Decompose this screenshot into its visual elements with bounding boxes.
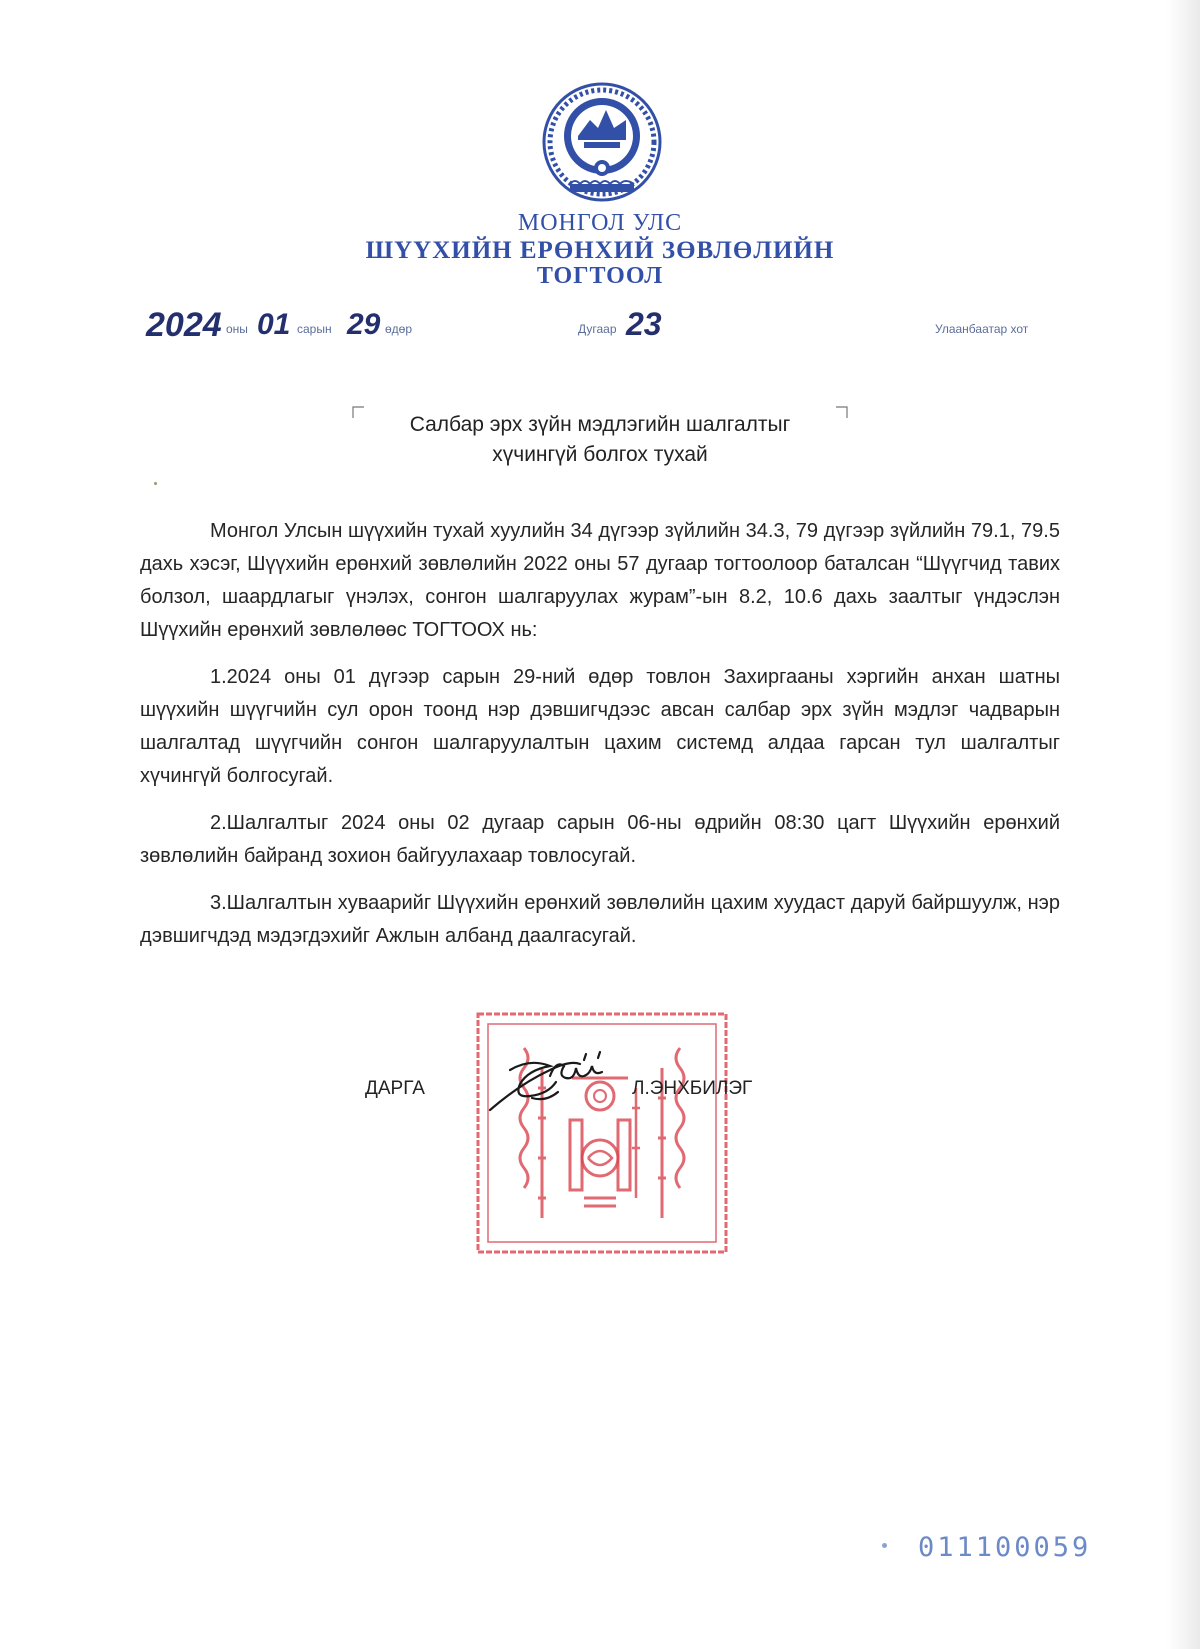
header-institution: ШҮҮХИЙН ЕРӨНХИЙ ЗӨВЛӨЛИЙН bbox=[365, 237, 835, 264]
state-emblem-icon bbox=[540, 80, 664, 204]
item-2-paragraph: 2.Шалгалтыг 2024 оны 02 дугаар сарын 06-ны өдрийн 08:30 цагт Шүүхийн ерөнхий зөвлөлийн байранд зохион байгуулахаар товлосугай. bbox=[140, 812, 1060, 867]
resolution-body bbox=[140, 515, 1060, 967]
serial-dot bbox=[882, 1543, 887, 1548]
city-label: Улаанбаатар хот bbox=[935, 322, 1029, 336]
month-label: сарын bbox=[297, 322, 332, 336]
date-year: 2024 bbox=[146, 306, 222, 344]
date-number-row bbox=[0, 306, 1200, 360]
date-day: 29 bbox=[347, 308, 381, 341]
title-corner-right-icon bbox=[836, 406, 848, 418]
item-1-paragraph: 1.2024 оны 01 дүгээр сарын 29-ний өдөр товлон Захиргааны хэргийн анхан шатны шүүхийн шүүгчийн сул орон тоонд нэр дэвшигчдээс авсан салбар эрх зүйн мэдлэг чадварын шалгалтад шүүгчийн сонгон шалгаруулалтын цахим системд алдаа гарсан тул шалгалтыг хүчингүй болгосугай. bbox=[140, 666, 1060, 787]
serial-number: 011100059 bbox=[918, 1532, 1092, 1563]
document-number: 23 bbox=[626, 306, 662, 342]
signatory-name: Л.ЭНХБИЛЭГ bbox=[632, 1078, 753, 1099]
signatory-position: ДАРГА bbox=[365, 1078, 425, 1099]
paper-speck bbox=[154, 482, 157, 485]
title-line-2: хүчингүй болгох тухай bbox=[492, 443, 708, 466]
item-3-paragraph: 3.Шалгалтын хуваарийг Шүүхийн ерөнхий зөвлөлийн цахим хуудаст даруй байршуулж, нэр дэвшигчдэд мэдэгдэхийг Ажлын албанд даалгасугай. bbox=[140, 892, 1060, 947]
page-edge-shadow bbox=[1166, 0, 1200, 1649]
year-label: оны bbox=[226, 322, 248, 336]
date-month: 01 bbox=[257, 308, 291, 341]
resolution-title bbox=[370, 410, 830, 470]
title-line-1: Салбар эрх зүйн мэдлэгийн шалгалтыг bbox=[409, 413, 791, 436]
header-document-type: ТОГТООЛ bbox=[536, 263, 664, 289]
day-label: өдөр bbox=[385, 322, 413, 336]
number-label: Дугаар bbox=[578, 322, 617, 336]
title-corner-left-icon bbox=[352, 406, 364, 418]
preamble-paragraph: Монгол Улсын шүүхийн тухай хуулийн 34 дүгээр зүйлийн 34.3, 79 дүгээр зүйлийн 79.1, 79.5 дахь хэсэг, Шүүхийн ерөнхий зөвлөлийн 2022 оны 57 дугаар тогтоолоор баталсан “Шүүгчид тавих болзол, шаардлагыг үнэлэх, сонгон шалгаруулах журам”-ын 8.2, 10.6 дахь заалтыг үндэслэн Шүүхийн ерөнхий зөвлөлөөс ТОГТООХ нь: bbox=[140, 520, 1060, 641]
handwritten-signature-icon bbox=[480, 1040, 630, 1120]
header-country: МОНГОЛ УЛС bbox=[517, 210, 683, 236]
